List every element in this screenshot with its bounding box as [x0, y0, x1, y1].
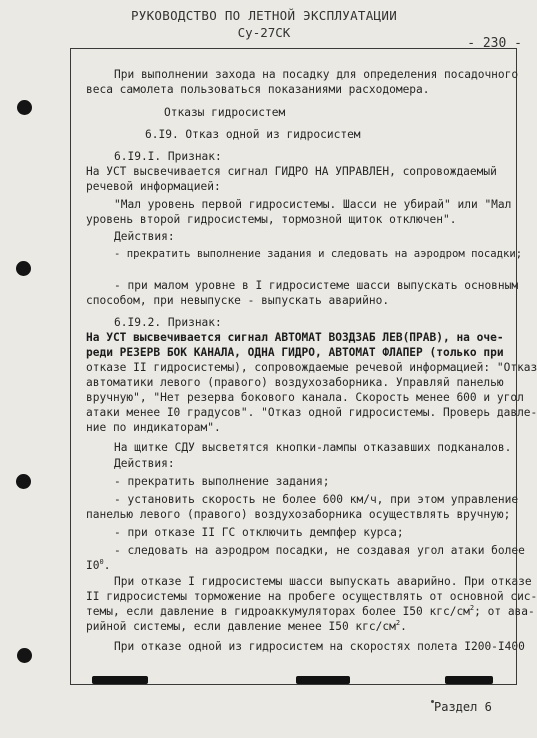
- section-title: Отказы гидросистем: [164, 106, 286, 119]
- manual-title: РУКОВОДСТВО ПО ЛЕТНОЙ ЭКСПЛУАТАЦИИ: [130, 8, 398, 23]
- s2-action-4-line-1: - следовать на аэродром посадки, не создавая угол атаки более: [114, 544, 525, 557]
- para-4-line-1: При отказе одной из гидросистем на скоростях полета I200-I400: [114, 640, 525, 653]
- para-3-line-2: II гидросистемы торможение на пробеге осуществлять от основной сис-: [86, 590, 537, 603]
- subsection-title: 6.I9. Отказ одной из гидросистем: [145, 128, 361, 141]
- s2-action-2-line-2: панелью левого (правого) воздухозаборника осуществлять вручную;: [86, 508, 511, 521]
- s2-sdu-panel: На щитке СДУ высветятся кнопки-лампы отказавших подканалов.: [114, 441, 512, 454]
- s2-action-1: - прекратить выполнение задания;: [114, 475, 330, 488]
- s2-action-3: - при отказе II ГС отключить демпфер курса;: [114, 526, 404, 539]
- s1-voice-line-2: уровень второй гидросистемы, тормозной щиток отключен".: [86, 213, 457, 226]
- para-3-line-4: рийной системы, если давление менее I50 кгс/$см^2$.: [86, 619, 407, 633]
- page-number: - 230 -: [467, 36, 522, 51]
- s2-actions-label: Действия:: [114, 457, 175, 470]
- s2-action-4-line-2: $I0^0$.: [86, 558, 111, 572]
- aircraft-model: Су-27СК: [237, 25, 291, 40]
- s1-heading: 6.I9.I. Признак:: [114, 150, 222, 163]
- s1-signal-line-2: речевой информацией:: [86, 180, 221, 193]
- binder-hole-2: [16, 261, 31, 276]
- redaction-mark-right: [445, 676, 493, 684]
- s1-action-2-line-2: способом, при невыпуске - выпускать аварийно.: [86, 294, 390, 307]
- s1-action-1: - прекратить выполнение задания и следовать на аэродром посадки;: [114, 248, 523, 260]
- binder-hole-4: [17, 648, 32, 663]
- s2-signal-line-5: вручную", "Нет резерва бокового канала. Скорость менее 600 и угол: [86, 391, 524, 404]
- s1-action-2-line-1: - при малом уровне в I гидросистеме шасси выпускать основным: [114, 279, 519, 292]
- redaction-mark-center: [296, 676, 350, 684]
- s2-signal-line-1: На УСТ высвечивается сигнал АВТОМАТ ВОЗДЗАБ ЛЕВ(ПРАВ), на оче-: [86, 331, 504, 344]
- intro-line-2: веса самолета пользоваться показаниями расходомера.: [86, 83, 430, 96]
- redaction-mark-left: [92, 676, 148, 684]
- s1-actions-label: Действия:: [114, 230, 175, 243]
- s2-signal-line-7: ние по индикаторам".: [86, 421, 221, 434]
- s1-voice-line-1: "Мал уровень первой гидросистемы. Шасси не убирай" или "Мал: [114, 198, 512, 211]
- para-3-line-3: темы, если давление в гидроаккумуляторах более I50 кгс/$см^2$; от ава-: [86, 604, 535, 618]
- binder-hole-3: [16, 474, 31, 489]
- s2-signal-line-6: атаки менее I0 градусов". "Отказ одной гидросистемы. Проверь давле-: [86, 406, 537, 419]
- intro-line-1: При выполнении захода на посадку для определения посадочного: [114, 68, 519, 81]
- footer-section-label: Раздел 6: [434, 700, 492, 714]
- binder-hole-1: [17, 100, 32, 115]
- s2-signal-line-4: автоматики левого (правого) воздухозаборника. Управляй панелью: [86, 376, 504, 389]
- s2-signal-line-2: реди РЕЗЕРВ БОК КАНАЛА, ОДНА ГИДРО, АВТОМАТ ФЛАПЕР (только при: [86, 346, 504, 359]
- s2-heading: 6.I9.2. Признак:: [114, 316, 222, 329]
- para-3-line-1: При отказе I гидросистемы шасси выпускать аварийно. При отказе: [114, 575, 532, 588]
- s2-action-2-line-1: - установить скорость не более 600 км/ч, при этом управление: [114, 493, 519, 506]
- s2-signal-line-3: отказе II гидросистемы), сопровождаемые речевой информацией: "Отказ: [86, 361, 537, 374]
- s1-signal-line-1: На УСТ высвечивается сигнал ГИДРО НА УПРАВЛЕН, сопровождаемый: [86, 165, 497, 178]
